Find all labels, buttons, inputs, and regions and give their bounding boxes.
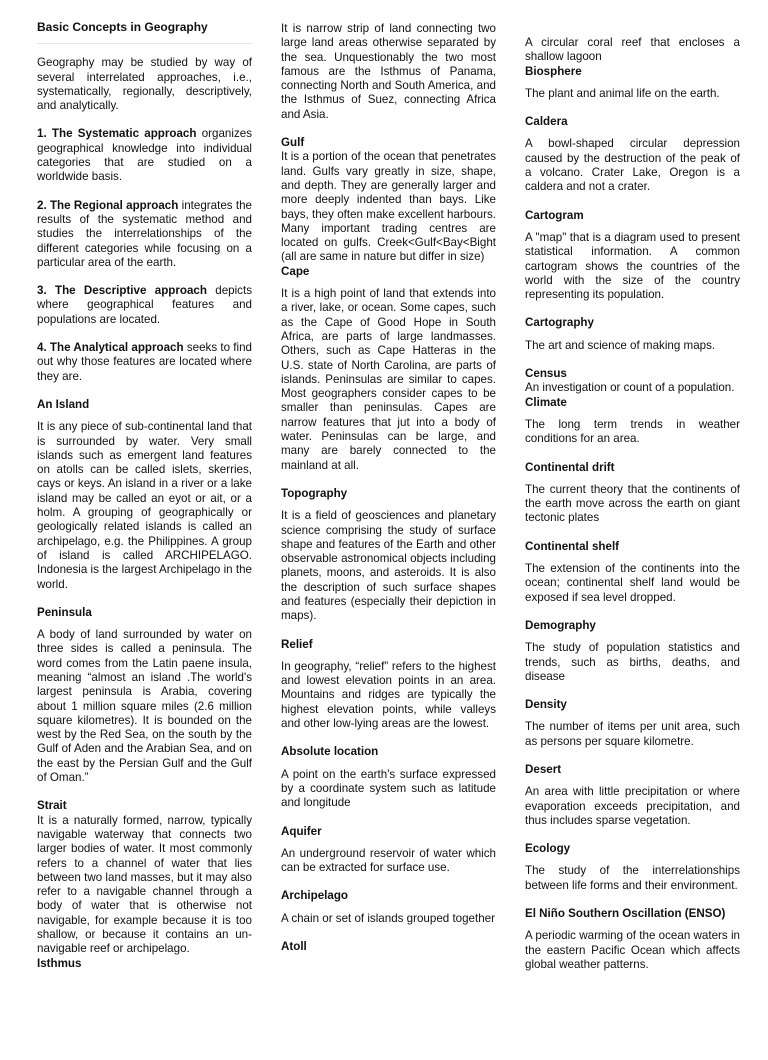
text-strait: It is a naturally formed, narrow, typically navigable waterway that connects two larger bodies of water. It most commonly refers to a channel of water that lies between two land masses, but it may also refer to a navigable channel through a body of water that is otherwise not navigable, for example because it is too shallow, or because it contains an un-navigable reef or archipelago. — [37, 813, 252, 956]
heading-cartography: Cartography — [525, 316, 594, 330]
heading-caldera: Caldera — [525, 115, 568, 129]
text-density: The number of items per unit area, such as persons per square kilometre. — [525, 720, 740, 748]
text-climate: The long term trends in weather conditions for an area. — [525, 417, 740, 446]
heading-desert: Desert — [525, 762, 562, 776]
text-island: It is any piece of sub-continental land that is surrounded by water. Very small islands such as emergent land features on atolls can be called islets, skerries, cays or keys. An island in a river or a lake island may be called an eyot or ait, or a holm. A grouping of geographically or geologically related islands is called an archipelago, e.g. the Philippines. A group of island is called ARCHIPELAGO. Indonesia is the largest Archipelago in the world. — [37, 420, 252, 591]
text-archipelago: A chain or set of islands grouped together — [281, 911, 495, 925]
heading-relief: Relief — [281, 637, 313, 651]
heading-gulf: Gulf — [281, 136, 305, 150]
heading-aquifer: Aquifer — [281, 824, 322, 838]
approach-name: 3. The Descriptive approach — [37, 284, 207, 298]
text-ecology: The study of the interrelationships between life forms and their environment. — [525, 864, 740, 892]
heading-atoll: Atoll — [281, 940, 307, 954]
text-isthmus: It is narrow strip of land connecting two large land areas otherwise separated by the sea. Unquestionably the two most famous are the Isthmus of Panama, connecting North and South America, and the Isthmus of Suez, connecting Africa and Asia. — [281, 22, 496, 121]
text-topography: It is a field of geosciences and planetary science comprising the study of surface shape and features of the Earth and other observable astronomical objects including planets, moons, and asteroids. It is also the description of such surface shapes and features (especially their depiction in maps). — [281, 509, 496, 623]
text-atoll: A circular coral reef that encloses a shallow lagoon — [525, 36, 740, 64]
approach-systematic — [37, 127, 252, 184]
approach-regional — [37, 199, 252, 270]
text-enso: A periodic warming of the ocean waters in the eastern Pacific Ocean which affects global weather patterns. — [525, 929, 740, 971]
heading-continental-drift: Continental drift — [525, 460, 615, 474]
text-gulf: It is a portion of the ocean that penetrates land. Gulfs vary greatly in size, shape, and depth. They are generally larger and more deeply indented than bays. Like bays, they often make excellent harbours. Many important trading centres are located on gulfs. Creek<Gulf<Bay<Bight (all are same in nature but differ in size) — [281, 150, 496, 264]
approach-name: 1. The Systematic approach — [37, 127, 197, 141]
approach-text: integrates the results of the systematic method and studies the interrelationships of the different categories while focusing on a particular area of the earth. — [37, 198, 252, 269]
approach-name: 4. The Analytical approach — [37, 341, 184, 355]
heading-climate: Climate — [525, 395, 567, 409]
text-demography: The study of population statistics and trends, such as births, deaths, and disease — [525, 641, 740, 683]
heading-island: An Island — [37, 397, 90, 411]
page-title: Basic Concepts in Geography — [37, 20, 252, 44]
column-2 — [281, 22, 496, 1046]
heading-biosphere: Biosphere — [525, 64, 582, 78]
approach-name: 2. The Regional approach — [37, 198, 179, 212]
text-biosphere: The plant and animal life on the earth. — [525, 86, 720, 100]
approach-text: organizes geographical knowledge into individual categories that are studied on a worldwide basis. — [37, 127, 252, 184]
text-aquifer: An underground reservoir of water which can be extracted for surface use. — [281, 846, 496, 875]
intro-paragraph: Geography may be studied by way of several interrelated approaches, i.e., systematically, regionally, descriptively, and analytically. — [37, 56, 252, 113]
column-3 — [525, 36, 740, 1060]
heading-peninsula: Peninsula — [37, 605, 92, 619]
text-peninsula: A body of land surrounded by water on three sides is called a peninsula. The word comes from the Latin paene insula, meaning “almost an island .The world's largest peninsula is Arabia, covering about 1 million square miles (2.6 million square kilometres). It is bounded on the west by the Red Sea, on the south by the Gulf of Aden and the Arabian Sea, and on the east by the Persian Gulf and the Gulf of Oman.” — [37, 628, 252, 785]
column-1 — [37, 20, 252, 1044]
heading-cartogram: Cartogram — [525, 208, 584, 222]
text-relief: In geography, “relief” refers to the highest and lowest elevation points in an area. Mountains and ridges are typically the highest elevation points, while valleys and other low-lying areas are the lowest. — [281, 659, 496, 731]
text-caldera: A bowl-shaped circular depression caused by the destruction of the peak of a volcano. Crater Lake, Oregon is a caldera and not a crater. — [525, 137, 740, 194]
approach-descriptive — [37, 284, 252, 327]
heading-cape: Cape — [281, 264, 310, 278]
heading-ecology: Ecology — [525, 842, 571, 856]
heading-topography: Topography — [281, 486, 348, 500]
approach-text: depicts where geographical features and populations are located. — [37, 284, 252, 326]
text-absolute-location: A point on the earth's surface expressed by a coordinate system such as latitude and longitude — [281, 767, 496, 810]
text-desert: An area with little precipitation or where evaporation exceeds precipitation, and thus includes sparse vegetation. — [525, 785, 740, 827]
text-cape: It is a high point of land that extends into a river, lake, or ocean. Some capes, such as the Cape of Good Hope in South Africa, are parts of large landmasses. Others, such as Cape Hatteras in the U.S. state of North Carolina, are parts of islands. Peninsulas are similar to capes. Most geographers consider capes to be smaller than peninsulas. Capes are narrow features that jut into a body of water. Peninsulas can be large, and many are barely connected to the mainland at all. — [281, 287, 496, 472]
heading-absolute-location: Absolute location — [281, 745, 379, 759]
heading-census: Census — [525, 367, 567, 381]
heading-demography: Demography — [525, 618, 596, 632]
text-continental-drift: The current theory that the continents of the earth move across the earth on giant tectonic plates — [525, 482, 740, 525]
text-cartogram: A "map" that is a diagram used to present statistical information. A common cartogram shows the countries of the world with the size of the country representing its population. — [525, 230, 740, 302]
heading-strait: Strait — [37, 799, 67, 813]
text-census: An investigation or count of a population. — [525, 381, 735, 395]
heading-continental-shelf: Continental shelf — [525, 539, 620, 553]
heading-enso: El Niño Southern Oscillation (ENSO) — [525, 907, 726, 921]
text-continental-shelf: The extension of the continents into the ocean; continental shelf land would be exposed if sea level dropped. — [525, 562, 740, 604]
approach-text: seeks to find out why those features are located where they are. — [37, 341, 252, 383]
text-cartography: The art and science of making maps. — [525, 338, 716, 352]
heading-archipelago: Archipelago — [281, 889, 348, 903]
approach-analytical — [37, 341, 252, 384]
heading-density: Density — [525, 698, 567, 712]
heading-isthmus: Isthmus — [37, 956, 82, 970]
